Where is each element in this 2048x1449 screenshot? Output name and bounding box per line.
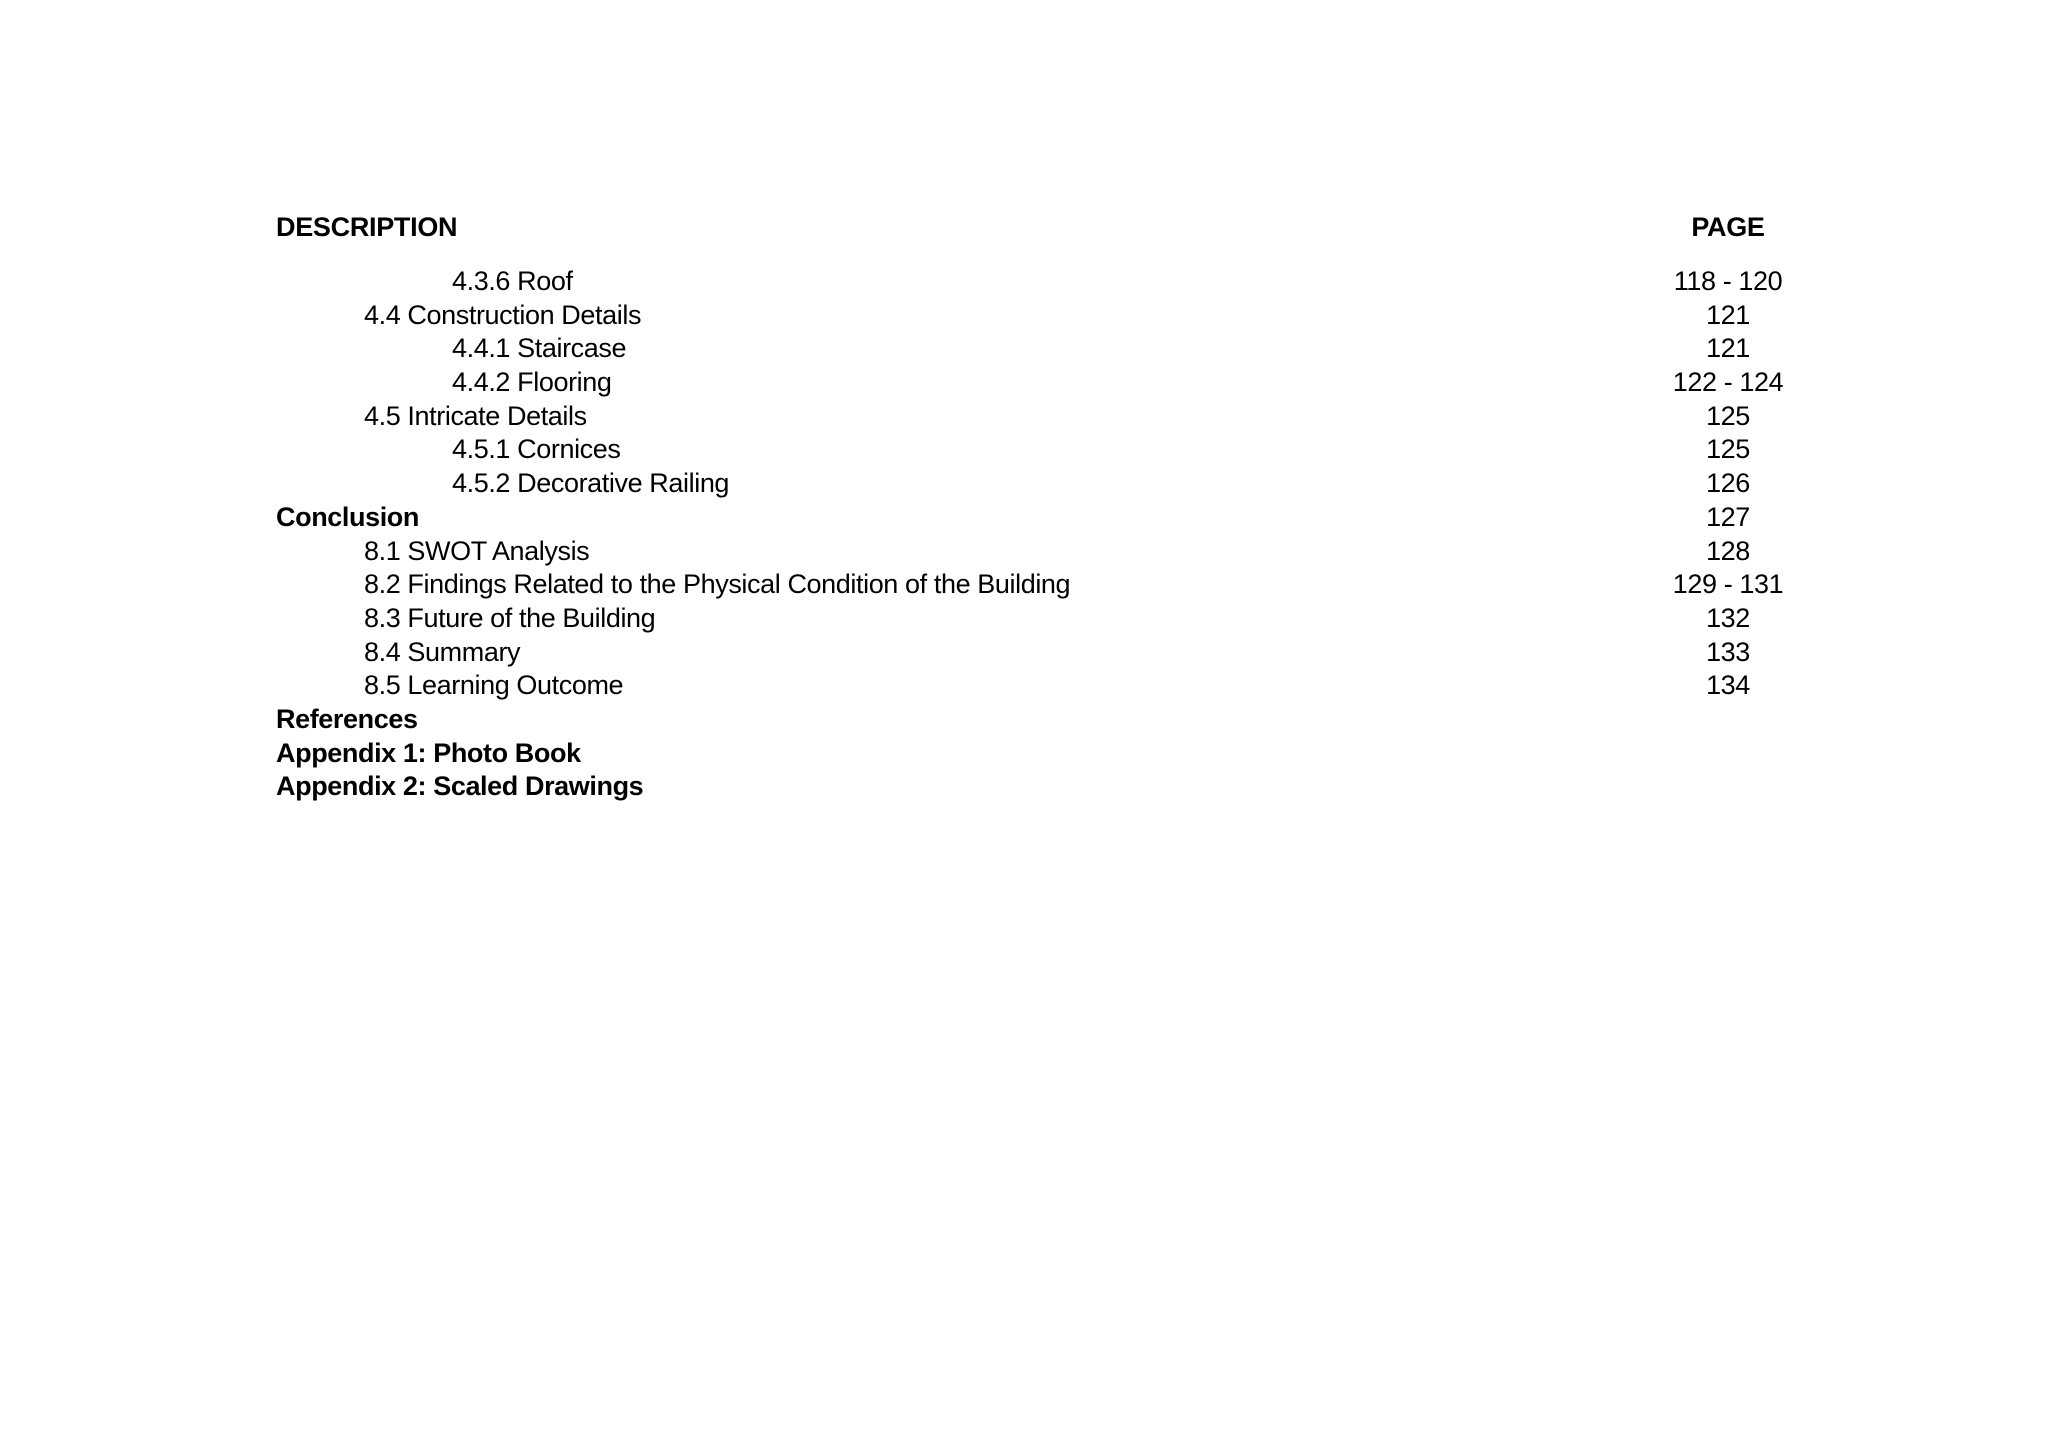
description-column-header: DESCRIPTION: [276, 212, 458, 242]
toc-entry-title: 4.3.6 Roof: [452, 266, 573, 296]
toc-entry-page: 133: [1706, 636, 1750, 667]
toc-entry: [0, 535, 2048, 569]
toc-entry-page: 126: [1706, 468, 1750, 499]
toc-entry: [0, 568, 2048, 602]
toc-entry: [0, 669, 2048, 703]
toc-entry-title: 4.4 Construction Details: [364, 299, 642, 330]
toc-entry-title: 4.4.2 Flooring: [452, 367, 612, 398]
toc-entry: [0, 602, 2048, 636]
toc-entry-title: Appendix 1: Photo Book: [276, 737, 581, 768]
toc-entry-title: 8.2 Findings Related to the Physical Condition of the Building: [364, 569, 1071, 600]
toc-entry-title: Appendix 2: Scaled Drawings: [276, 771, 644, 802]
toc-entry-page: 127: [1706, 501, 1750, 532]
toc-entry: [0, 366, 2048, 400]
toc-entry-page: 121: [1706, 299, 1750, 330]
page-column-header: PAGE: [1691, 212, 1765, 242]
toc-entry: [0, 636, 2048, 670]
toc-entry-title: 8.4 Summary: [364, 636, 521, 667]
toc-entry: [0, 400, 2048, 434]
toc-entry: [0, 332, 2048, 366]
toc-entry: [0, 501, 2048, 535]
toc-entry-title: 4.5.1 Cornices: [452, 434, 621, 465]
toc-entry: [0, 737, 2048, 771]
toc-entry-page: 118 - 120: [1673, 266, 1783, 296]
toc-entry: [0, 265, 2048, 299]
toc-entry-title: Conclusion: [276, 501, 419, 532]
toc-entry-page: 125: [1706, 400, 1750, 431]
toc-list: [0, 265, 2048, 804]
toc-entry: [0, 703, 2048, 737]
toc-entry-page: 121: [1706, 333, 1750, 364]
toc-entry-title: 8.3 Future of the Building: [364, 602, 656, 633]
toc-entry: [0, 433, 2048, 467]
toc-entry-page: 134: [1706, 670, 1750, 701]
toc-entry-page: 129 - 131: [1672, 569, 1784, 600]
toc-entry: [0, 467, 2048, 501]
toc-entry-page: 125: [1706, 434, 1750, 465]
toc-entry-title: 8.5 Learning Outcome: [364, 670, 624, 701]
toc-entry-title: 4.5 Intricate Details: [364, 400, 587, 431]
toc-entry-page: 122 - 124: [1672, 367, 1784, 398]
toc-entry: [0, 299, 2048, 333]
toc-entry-page: 132: [1706, 602, 1750, 633]
toc-entry-title: 4.4.1 Staircase: [452, 333, 627, 364]
toc-entry-title: References: [276, 703, 418, 734]
toc-header: [0, 207, 2048, 247]
toc-entry: [0, 770, 2048, 804]
toc-entry-title: 4.5.2 Decorative Railing: [452, 468, 730, 499]
toc-entry-title: 8.1 SWOT Analysis: [364, 535, 590, 566]
toc-entry-page: 128: [1706, 535, 1750, 566]
